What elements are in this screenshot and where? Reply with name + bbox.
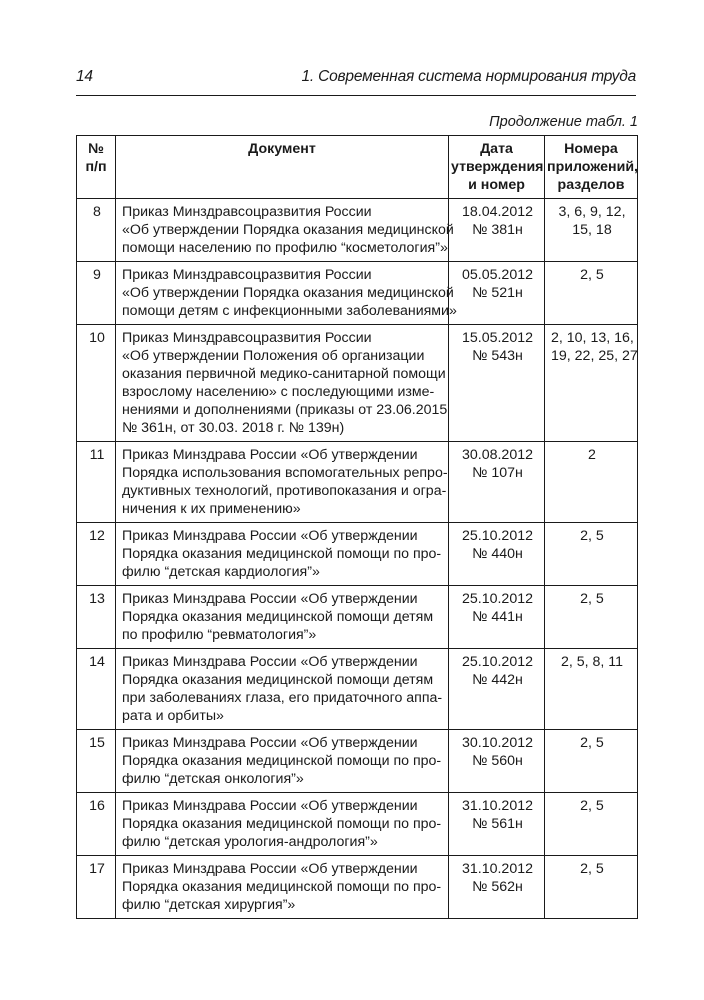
- text-line: 2, 5: [580, 861, 604, 877]
- cell-document: [116, 325, 449, 442]
- text-line: № 561н: [472, 816, 523, 832]
- text-line: Приказ Минздрава России «Об утверждении: [122, 654, 418, 670]
- cell-number: 12: [77, 523, 116, 586]
- text-line: Приказ Минздрава России «Об утверждении: [122, 447, 418, 463]
- text-line: 25.10.2012: [461, 591, 533, 607]
- text-line: Порядка использования вспомогательных репро-: [122, 465, 448, 481]
- header-line: Дата: [480, 141, 513, 157]
- text-line: 19, 22, 25, 27: [551, 348, 638, 364]
- header-line: приложений,: [547, 159, 638, 175]
- header-appendices: [545, 136, 638, 199]
- text-line: 2, 5: [580, 267, 604, 283]
- text-line: 2, 5: [580, 798, 604, 814]
- cell-date-number: [449, 649, 545, 730]
- cell-document: [116, 523, 449, 586]
- text-line: 30.08.2012: [461, 447, 533, 463]
- text-line: Порядка оказания медицинской помощи детям: [122, 609, 434, 625]
- text-line: филю “детская урология-андрология”»: [122, 834, 378, 850]
- table-header-row: [77, 136, 638, 199]
- text-line: филю “детская онкология”»: [122, 771, 304, 787]
- cell-document: [116, 793, 449, 856]
- text-line: «Об утверждении Положения об организации: [122, 348, 425, 364]
- text-line: Порядка оказания медицинской помощи по про-: [122, 816, 442, 832]
- cell-appendices: [545, 199, 638, 262]
- cell-document: [116, 199, 454, 262]
- text-line: 2, 5: [580, 735, 604, 751]
- text-line: № 543н: [472, 348, 523, 364]
- cell-date-number: [449, 325, 545, 442]
- text-line: помощи населению по профилю “косметология”»: [122, 240, 448, 256]
- cell-date-number: [449, 523, 545, 586]
- cell-document: [116, 730, 449, 793]
- cell-date-number: [449, 730, 545, 793]
- text-line: 05.05.2012: [461, 267, 533, 283]
- text-line: дуктивных технологий, противопоказания и огра-: [122, 483, 447, 499]
- cell-date-number: [449, 262, 545, 325]
- header-rule: [76, 95, 636, 96]
- text-line: № 560н: [472, 753, 523, 769]
- header-line: утверждения: [451, 159, 544, 175]
- running-head: [76, 68, 636, 90]
- cell-appendices: [545, 793, 638, 856]
- table-row: [77, 325, 638, 442]
- text-line: 31.10.2012: [461, 861, 533, 877]
- table-row: [77, 730, 638, 793]
- text-line: № 381н: [472, 222, 523, 238]
- text-line: Порядка оказания медицинской помощи детям: [122, 672, 434, 688]
- text-line: Порядка оказания медицинской помощи по про-: [122, 753, 442, 769]
- cell-appendices: [545, 649, 638, 730]
- cell-number: 13: [77, 586, 116, 649]
- cell-number: 10: [77, 325, 116, 442]
- cell-appendices: [545, 325, 638, 442]
- table-row: [77, 523, 638, 586]
- cell-appendices: [545, 586, 638, 649]
- table-row: [77, 649, 638, 730]
- text-line: 25.10.2012: [461, 654, 533, 670]
- text-line: Порядка оказания медицинской помощи по про-: [122, 546, 442, 562]
- cell-date-number: [449, 856, 545, 919]
- text-line: оказания первичной медико-санитарной помощи: [122, 366, 446, 382]
- text-line: рата и орбиты»: [122, 708, 224, 724]
- text-line: 2: [588, 447, 596, 463]
- cell-date-number: [449, 199, 545, 262]
- text-line: взрослому населению» с последующими изме-: [122, 384, 435, 400]
- text-line: 2, 5: [580, 591, 604, 607]
- text-line: 15, 18: [572, 222, 612, 238]
- text-line: 2, 5: [580, 528, 604, 544]
- table-row: [77, 199, 638, 262]
- header-num: [77, 136, 116, 199]
- cell-document: [116, 262, 457, 325]
- text-line: № 107н: [472, 465, 523, 481]
- text-line: по профилю “ревматология”»: [122, 627, 317, 643]
- cell-document: [116, 649, 449, 730]
- text-line: Приказ Минздрава России «Об утверждении: [122, 528, 418, 544]
- text-line: нениями и дополнениями (приказы от 23.06.2015: [122, 402, 448, 418]
- text-line: № 440н: [472, 546, 523, 562]
- text-line: филю “детская кардиология”»: [122, 564, 320, 580]
- text-line: Порядка оказания медицинской помощи по про-: [122, 879, 442, 895]
- text-line: 18.04.2012: [461, 204, 533, 220]
- text-line: № 521н: [472, 285, 523, 301]
- cell-document: [116, 586, 449, 649]
- table-row: [77, 442, 638, 523]
- text-line: Приказ Минздрава России «Об утверждении: [122, 861, 418, 877]
- cell-date-number: [449, 586, 545, 649]
- table-body: [77, 199, 638, 919]
- text-line: № 442н: [472, 672, 523, 688]
- documents-table: [76, 135, 638, 919]
- text-line: 2, 5, 8, 11: [560, 654, 624, 670]
- cell-number: 16: [77, 793, 116, 856]
- text-line: филю “детская хирургия”»: [122, 897, 296, 913]
- cell-number: 8: [77, 199, 116, 262]
- table-row: [77, 793, 638, 856]
- cell-appendices: [545, 523, 638, 586]
- text-line: Приказ Минздрава России «Об утверждении: [122, 798, 418, 814]
- table-row: [77, 856, 638, 919]
- cell-number: 15: [77, 730, 116, 793]
- text-line: 3, 6, 9, 12,: [558, 204, 626, 220]
- text-line: Приказ Минздрава России «Об утверждении: [122, 735, 418, 751]
- chapter-title: 1. Современная система нормирования труда: [301, 68, 636, 85]
- text-line: Приказ Минздравсоцразвития России: [122, 204, 372, 220]
- table-row: [77, 586, 638, 649]
- header-line: разделов: [557, 177, 625, 193]
- text-line: 30.10.2012: [461, 735, 533, 751]
- text-line: № 562н: [472, 879, 523, 895]
- text-line: ничения к их применению»: [122, 501, 301, 517]
- cell-appendices: [545, 442, 638, 523]
- text-line: Приказ Минздравсоцразвития России: [122, 330, 372, 346]
- text-line: № 361н, от 30.03. 2018 г. № 139н): [122, 420, 345, 436]
- text-line: 2, 10, 13, 16,: [551, 330, 634, 346]
- cell-number: 14: [77, 649, 116, 730]
- cell-number: 9: [77, 262, 116, 325]
- cell-number: 17: [77, 856, 116, 919]
- text-line: помощи детям с инфекционными заболеваниями»: [122, 303, 457, 319]
- page-number: 14: [76, 68, 93, 85]
- text-line: 25.10.2012: [461, 528, 533, 544]
- text-line: «Об утверждении Порядка оказания медицинской: [122, 222, 454, 238]
- cell-number: 11: [77, 442, 116, 523]
- cell-appendices: [545, 730, 638, 793]
- header-line: и номер: [468, 177, 525, 193]
- cell-date-number: [449, 793, 545, 856]
- header-line: №: [88, 141, 104, 157]
- header-line: Номера: [564, 141, 618, 157]
- table-row: [77, 262, 638, 325]
- text-line: 15.05.2012: [461, 330, 533, 346]
- header-line: Документ: [248, 141, 316, 157]
- text-line: 31.10.2012: [461, 798, 533, 814]
- text-line: Приказ Минздрава России «Об утверждении: [122, 591, 418, 607]
- cell-appendices: [545, 856, 638, 919]
- table-continuation-caption: Продолжение табл. 1: [489, 114, 638, 130]
- header-document: [116, 136, 449, 199]
- cell-appendices: [545, 262, 638, 325]
- text-line: «Об утверждении Порядка оказания медицинской: [122, 285, 454, 301]
- text-line: при заболеваниях глаза, его придаточного аппа-: [122, 690, 443, 706]
- cell-document: [116, 442, 449, 523]
- cell-document: [116, 856, 449, 919]
- text-line: № 441н: [472, 609, 523, 625]
- header-date: [449, 136, 545, 199]
- text-line: Приказ Минздравсоцразвития России: [122, 267, 372, 283]
- header-line: п/п: [85, 159, 107, 175]
- cell-date-number: [449, 442, 545, 523]
